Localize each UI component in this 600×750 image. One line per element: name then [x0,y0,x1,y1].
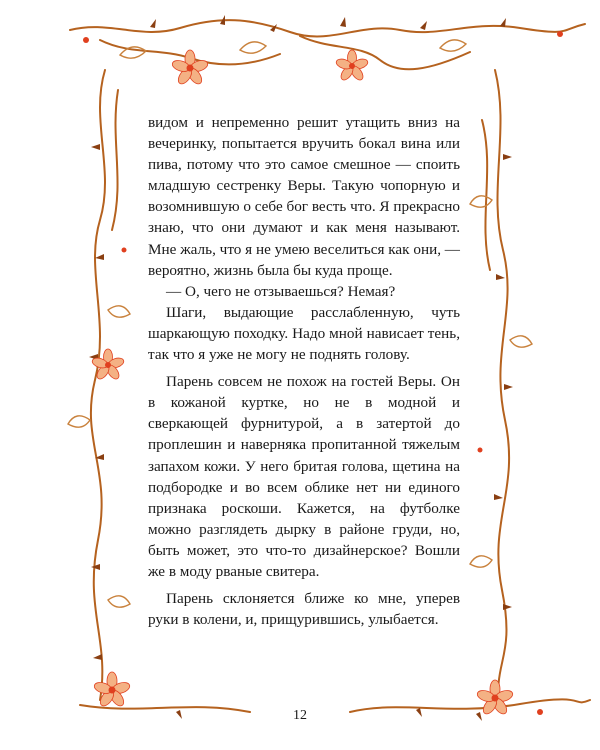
left-vine [91,70,105,700]
top-vine [70,20,585,36]
flower-bottom-left [93,672,131,708]
paragraph: — О, чего не отзываешься? Немая? [166,282,396,300]
right-vine [495,70,509,710]
flower-top-right [335,50,369,82]
page-number: 12 [293,708,307,723]
paragraph: Парень склоняется ближе ко мне, уперев руки в колени, и, прищурившись, улыбается. [148,590,460,629]
body-text [148,112,460,630]
paragraph: видом и непременно решит утащить вниз на вечеринку, попытается вручить бокал вина или пива, потому что это самое смешное — споить младшую сестренку Веры. Такую чопорную и возомнившую о себе бог весть что. Я прекрасно знаю, что они думают и как меня называют. Мне жаль, что я не умею веселиться как они, — вероятно, жизнь была бы куда проще. [148,114,460,279]
paragraph: Шаги, выдающие расслабленную, чуть шаркающую походку. Надо мной нависает тень, так что я уже не могу не поднять голову. [148,303,460,364]
paragraph: Парень совсем не похож на гостей Веры. Он в кожаной куртке, но не в модной и сверкающей фурнитурой, а в затертой до проплешин и наверняка пропитанной тяжелым запахом кожи. У него бритая голова, щетина на подбородке и во всем облике нет ни единого признака роскоши. Кажется, на футболке можно разглядеть дырку в районе груди, но, быть может, это что-то дизайнерское? Вошли же в моду рваные свитера. [148,373,460,580]
